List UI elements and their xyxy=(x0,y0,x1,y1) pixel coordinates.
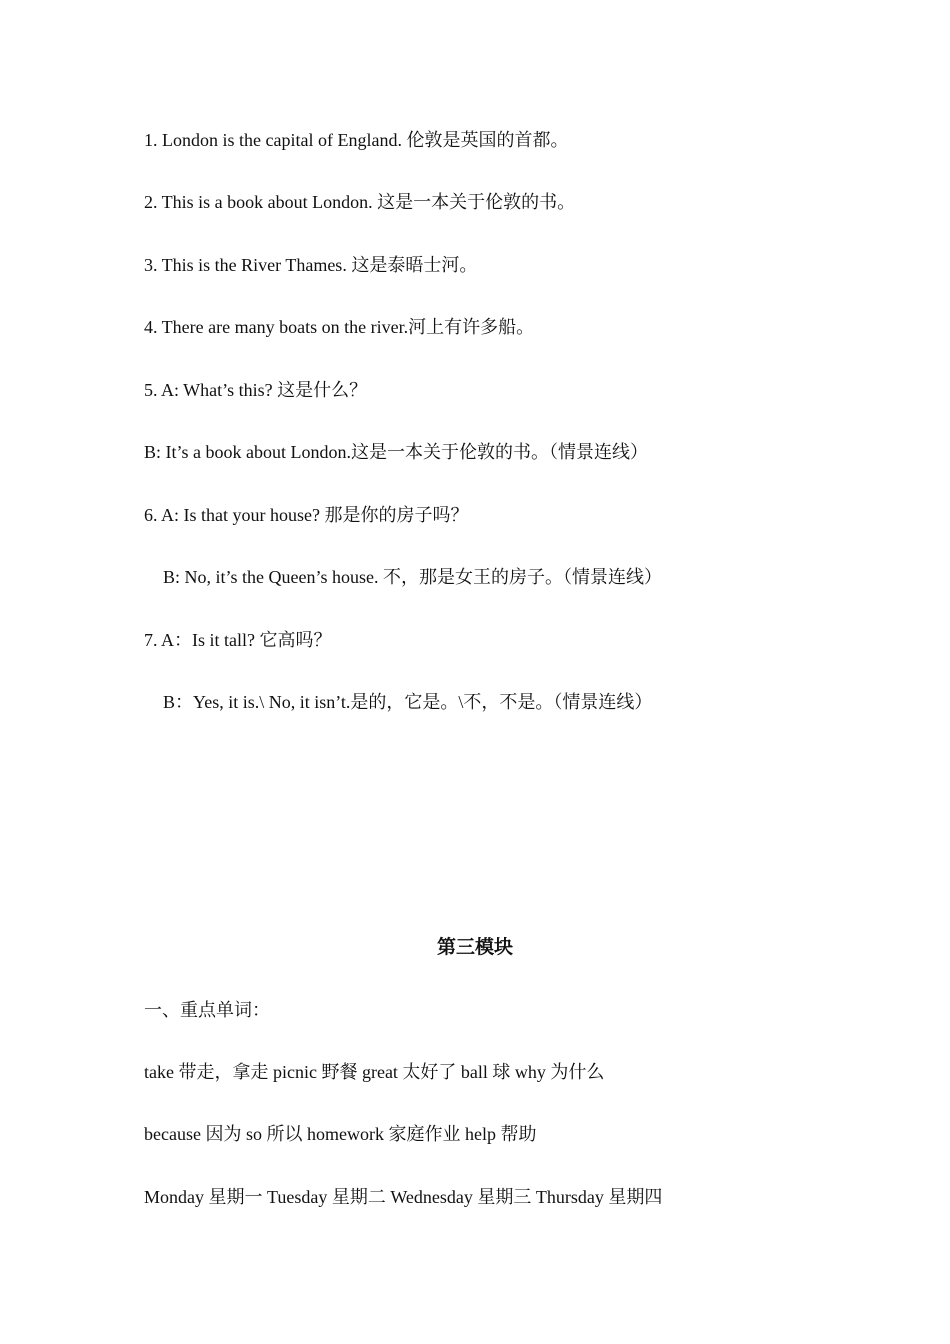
sentence-1: 1. London is the capital of England. 伦敦是英国的首都。 xyxy=(144,130,569,150)
sentence-2: 2. This is a book about London. 这是一本关于伦敦的书。 xyxy=(144,192,576,212)
vocab-line-3: Monday 星期一 Tuesday 星期二 Wednesday 星期三 Thursday 星期四 xyxy=(144,1187,663,1207)
sentence-3: 3. This is the River Thames. 这是泰晤士河。 xyxy=(144,255,478,275)
sentence-5a: 5. A: What’s this? 这是什么？ xyxy=(144,380,368,400)
sentence-5b: B: It’s a book about London.这是一本关于伦敦的书。（情景连线） xyxy=(144,442,648,462)
sentence-7b: B：Yes, it is.\ No, it isn’t.是的，它是。\不，不是。（情景连线） xyxy=(163,692,653,712)
vocab-line-1: take 带走，拿走 picnic 野餐 great 太好了 ball 球 why 为什么 xyxy=(144,1062,605,1082)
section-heading: 一、重点单词： xyxy=(144,1000,270,1020)
module-title: 第三模块 xyxy=(436,936,513,958)
sentence-6b: B: No, it’s the Queen’s house. 不，那是女王的房子。（情景连线） xyxy=(163,567,662,587)
sentence-6a: 6. A: Is that your house? 那是你的房子吗？ xyxy=(144,505,469,525)
sentence-7a: 7. A：Is it tall? 它高吗？ xyxy=(144,630,332,650)
sentence-4: 4. There are many boats on the river.河上有许多船。 xyxy=(144,317,535,337)
vocab-line-2: because 因为 so 所以 homework 家庭作业 help 帮助 xyxy=(144,1124,537,1144)
